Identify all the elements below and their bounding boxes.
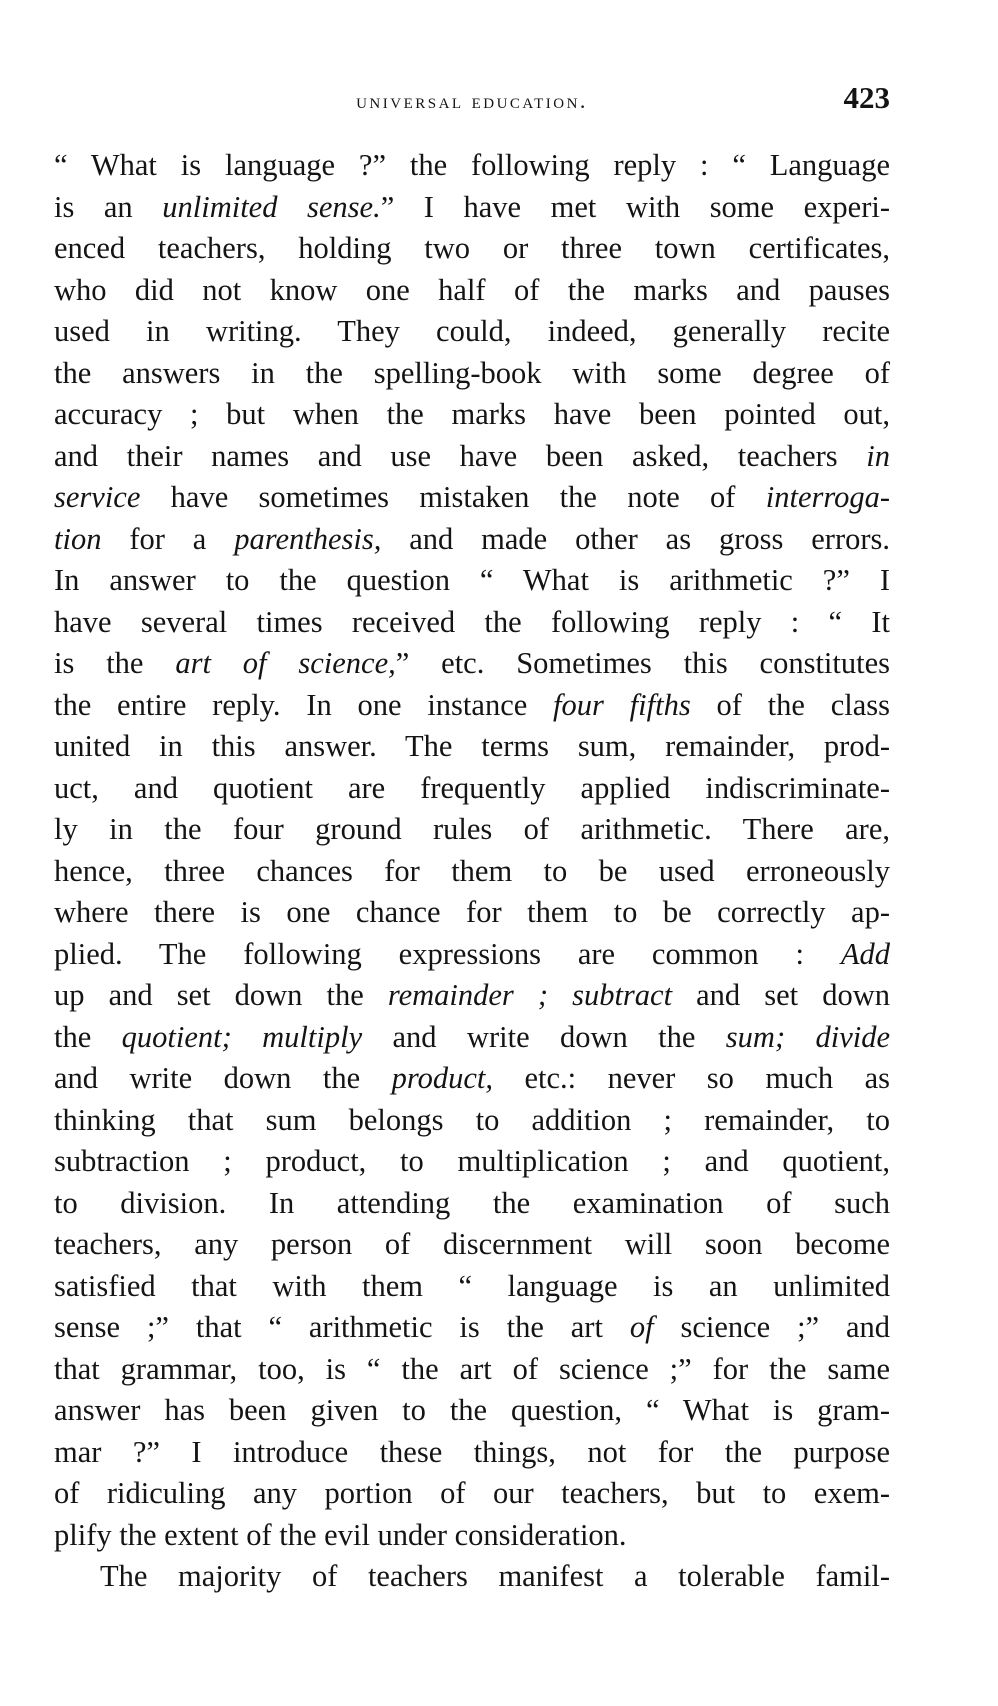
italic-text: remainder ; subtract [387, 978, 673, 1012]
line-text: for a [101, 521, 235, 556]
text-line [54, 1349, 890, 1391]
italic-text: in [866, 438, 890, 473]
text-line [54, 1432, 890, 1474]
line-text: and made other as gross errors. [381, 521, 890, 556]
text-line [54, 1017, 890, 1059]
text-line [54, 519, 890, 561]
line-text: The majority of teachers manifest a tolerable famil- [100, 1559, 890, 1593]
text-line [54, 436, 890, 478]
line-text: uct, and quotient are frequently applied indiscriminate- [54, 770, 890, 805]
running-title: universal education. [356, 88, 588, 113]
text-line [54, 726, 890, 768]
line-text: where there is one chance for them to be correctly ap- [54, 895, 890, 929]
line-text: satisfied that with them “ language is an unlimited [54, 1268, 890, 1303]
running-head [54, 80, 890, 128]
text-line [54, 1224, 890, 1266]
text-line [54, 394, 890, 436]
line-text: plied. The following expressions are common : [54, 936, 841, 971]
text-line [54, 892, 890, 934]
line-text: mar ?” I introduce these things, not for the purpose [54, 1434, 890, 1469]
text-line [54, 1058, 890, 1100]
line-text: ly in the four ground rules of arithmetic. There are, [54, 812, 890, 846]
line-text: who did not know one half of the marks and pauses [54, 272, 890, 307]
italic-text: art of science, [175, 646, 396, 680]
body-text [54, 145, 890, 1598]
line-text: of ridiculing any portion of our teachers, but to exem- [54, 1476, 890, 1510]
line-text: is an [54, 189, 163, 224]
italic-text: four fifths [553, 687, 691, 722]
text-line [54, 809, 890, 851]
text-line [54, 311, 890, 353]
line-text: the answers in the spelling-book with some degree of [54, 355, 890, 390]
line-text: to division. In attending the examination of such [54, 1185, 890, 1220]
text-line [54, 1307, 890, 1349]
line-text: thinking that sum belongs to addition ; remainder, to [54, 1102, 890, 1137]
text-line [54, 975, 890, 1017]
line-text: have several times received the following reply : “ It [54, 604, 890, 639]
italic-text: sum; divide [725, 1019, 890, 1054]
italic-text: product, [391, 1061, 493, 1095]
text-line [54, 477, 890, 519]
line-text: science ;” and [653, 1310, 890, 1344]
text-line [54, 1390, 890, 1432]
text-line [54, 602, 890, 644]
line-text: plify the extent of the evil under consideration. [54, 1517, 627, 1552]
line-text: and their names and use have been asked, teachers [54, 438, 867, 473]
text-line [54, 353, 890, 395]
line-text: teachers, any person of discernment will soon become [54, 1227, 890, 1261]
line-text: and write down the [54, 1061, 392, 1095]
text-line [54, 1141, 890, 1183]
text-line [54, 643, 890, 685]
line-text: that grammar, too, is “ the art of science ;” for the same [54, 1351, 890, 1386]
text-line [54, 270, 890, 312]
line-text: enced teachers, holding two or three town certificates, [54, 231, 890, 265]
text-line [54, 934, 890, 976]
text-line [54, 851, 890, 893]
text-line [54, 768, 890, 810]
italic-text: Add [840, 936, 890, 971]
text-line [54, 145, 890, 187]
text-line [54, 685, 890, 727]
italic-text: tion [54, 521, 102, 556]
italic-text: unlimited sense. [162, 189, 381, 224]
text-line [54, 1473, 890, 1515]
text-line [54, 1515, 890, 1557]
line-text: ” etc. Sometimes this constitutes [395, 646, 890, 680]
italic-text: interroga- [765, 480, 890, 514]
line-text: and set down [672, 978, 890, 1012]
text-line [54, 560, 890, 602]
line-text: accuracy ; but when the marks have been pointed out, [54, 397, 890, 431]
text-line [54, 1556, 890, 1598]
line-text: etc.: never so much as [493, 1061, 890, 1095]
line-text: up and set down the [54, 978, 388, 1012]
text-line [54, 187, 890, 229]
text-line [54, 1100, 890, 1142]
page-number: 423 [843, 80, 890, 115]
line-text: and write down the [362, 1019, 726, 1054]
line-text: used in writing. They could, indeed, generally recite [54, 314, 890, 348]
line-text: of the class [690, 687, 890, 722]
line-text: the entire reply. In one instance [54, 687, 554, 722]
line-text: have sometimes mistaken the note of [140, 480, 766, 514]
line-text: “ What is language ?” the following reply : “ Language [54, 148, 890, 182]
line-text: the [54, 1019, 122, 1054]
line-text: answer has been given to the question, “ What is gram- [54, 1393, 890, 1427]
line-text: subtraction ; product, to multiplication ; and quotient, [54, 1144, 890, 1178]
italic-text: quotient; multiply [121, 1019, 363, 1054]
italic-text: service [54, 480, 141, 514]
line-text: sense ;” that “ arithmetic is the art [54, 1310, 630, 1344]
line-text: ” I have met with some experi- [380, 189, 890, 224]
line-text: In answer to the question “ What is arithmetic ?” I [54, 563, 890, 597]
text-line [54, 228, 890, 270]
line-text: is the [54, 646, 176, 680]
line-text: hence, three chances for them to be used erroneously [54, 853, 890, 888]
text-line [54, 1183, 890, 1225]
italic-text: of [629, 1310, 654, 1344]
italic-text: parenthesis, [234, 521, 382, 556]
text-line [54, 1266, 890, 1308]
line-text: united in this answer. The terms sum, remainder, prod- [54, 729, 890, 763]
